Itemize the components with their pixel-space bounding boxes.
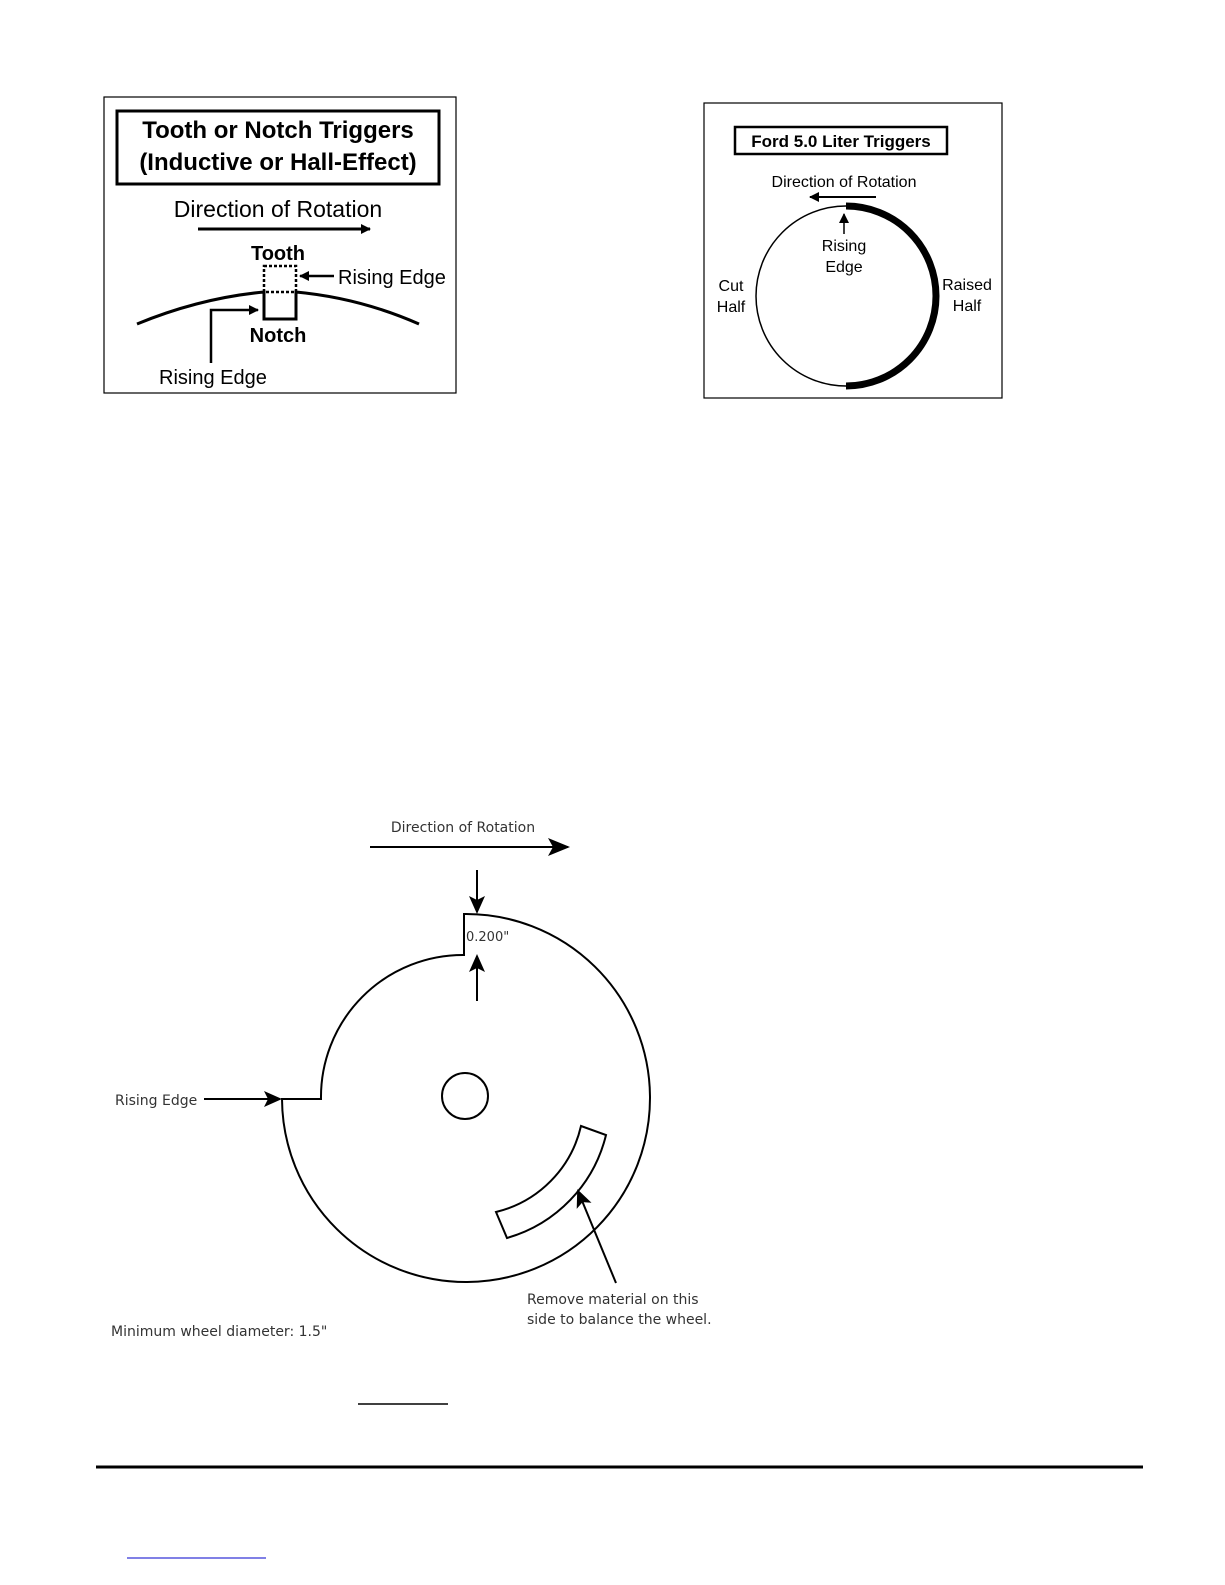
ford-rising-line1: Rising — [821, 238, 867, 255]
wheel-rim-curve — [137, 292, 419, 324]
balance-pointer-arrow — [578, 1191, 616, 1283]
figure3-rising-edge-label: Rising Edge — [115, 1093, 198, 1109]
remove-material-line2: side to balance the wheel. — [527, 1312, 712, 1328]
step-height-label: 0.200" — [466, 930, 510, 945]
rising-edge-upper-label: Rising Edge — [338, 267, 446, 289]
tooth-label: Tooth — [250, 243, 306, 265]
trigger-wheel-outline — [282, 914, 650, 1282]
cut-half-line2: Half — [716, 299, 746, 316]
ford-trigger-diagram — [704, 103, 1002, 398]
figure3-direction-label: Direction of Rotation — [390, 820, 536, 836]
remove-material-line1: Remove material on this — [527, 1292, 699, 1308]
figure1-direction-label: Direction of Rotation — [173, 196, 383, 222]
figure2-direction-label: Direction of Rotation — [771, 174, 917, 191]
ford-rising-line2: Edge — [825, 259, 863, 276]
min-diameter-note: Minimum wheel diameter: 1.5" — [111, 1324, 328, 1340]
cut-half-line1: Cut — [718, 278, 744, 295]
notch-label: Notch — [249, 325, 307, 347]
trigger-wheel-diagram — [111, 820, 712, 1340]
rising-edge-lower-label: Rising Edge — [159, 367, 267, 389]
figure1-title-line1: Tooth or Notch Triggers — [142, 117, 414, 144]
tooth-outline — [264, 266, 296, 292]
raised-half-line2: Half — [952, 298, 982, 315]
figure1-title-line2: (Inductive or Hall-Effect) — [139, 149, 417, 176]
raised-half-line1: Raised — [942, 277, 992, 294]
raised-half-arc — [846, 206, 936, 386]
figure2-title: Ford 5.0 Liter Triggers — [751, 132, 931, 151]
tooth-notch-diagram — [104, 97, 456, 393]
wheel-hub-hole — [442, 1073, 488, 1119]
